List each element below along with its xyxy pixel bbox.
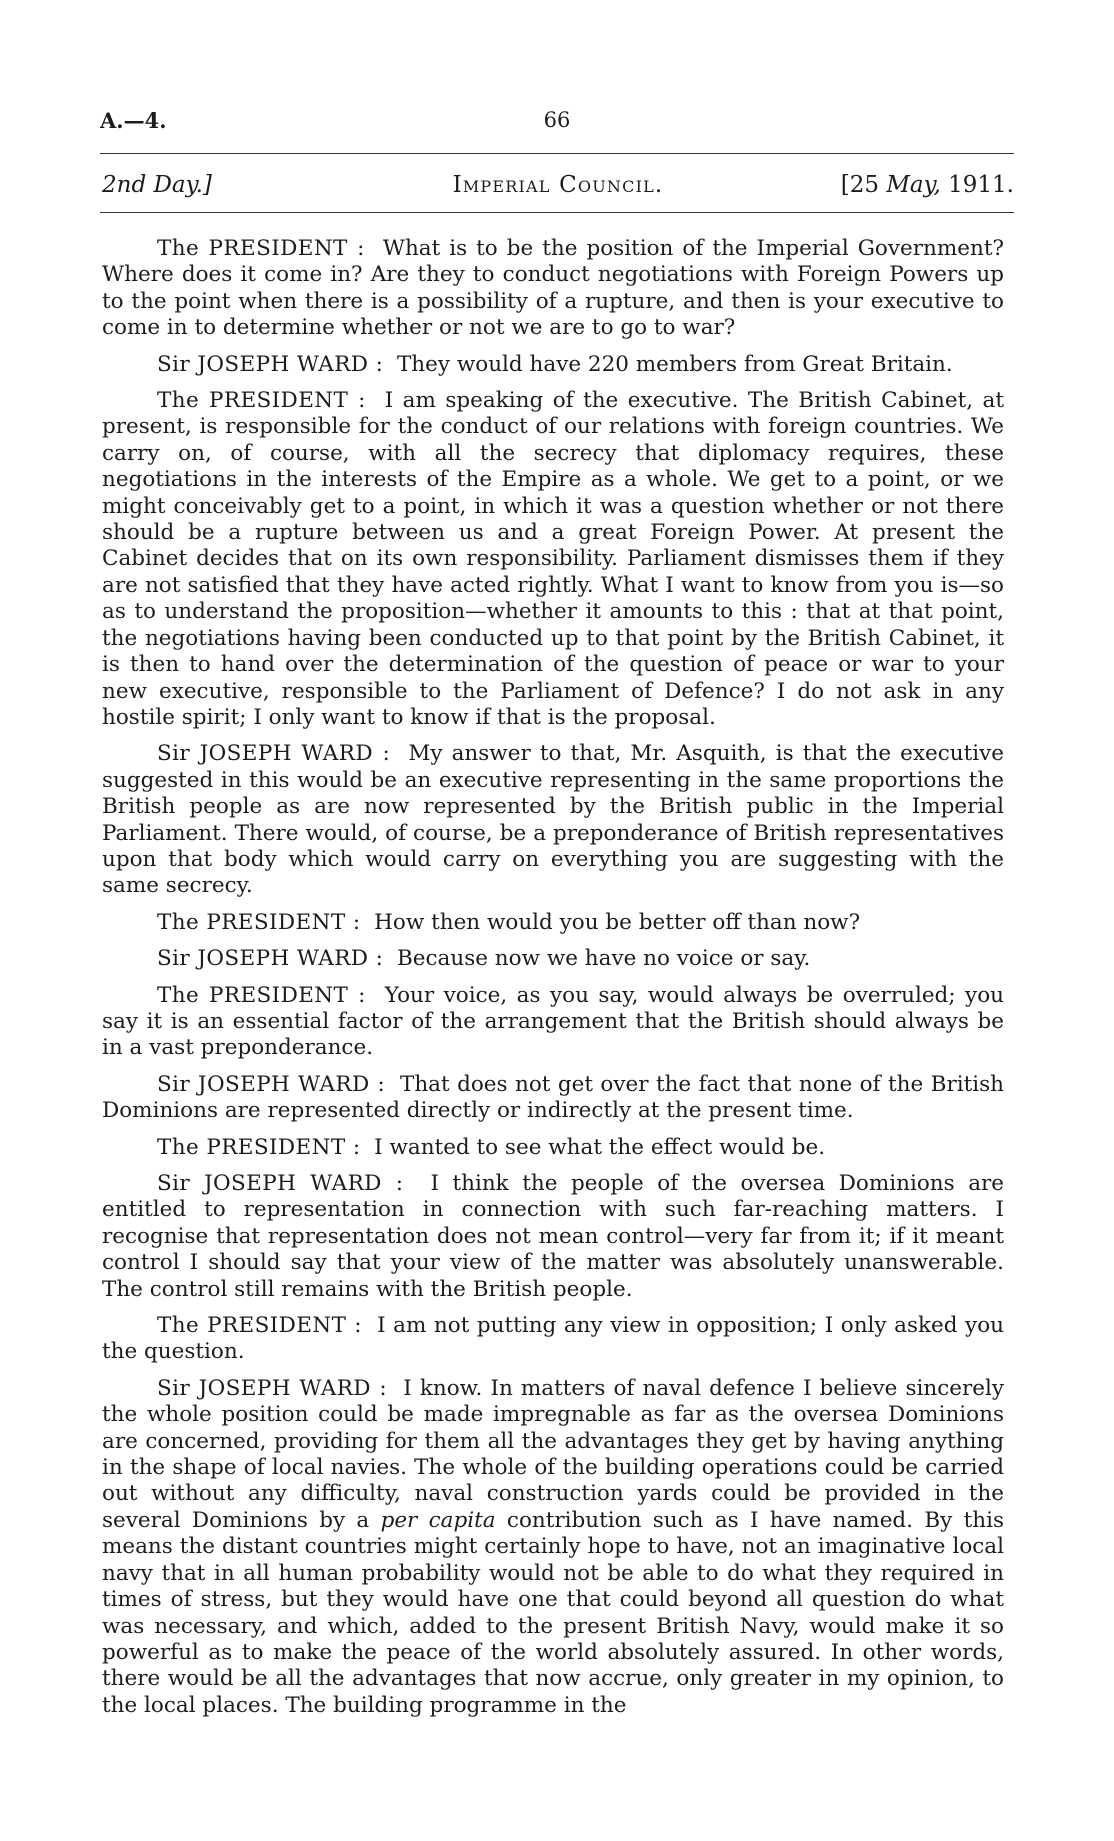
speaker-name: The PRESIDENT : (157, 388, 366, 414)
document-reference: A.—4. (100, 108, 167, 133)
page-number: 66 (543, 108, 571, 132)
date-month: May, (886, 172, 941, 198)
transcript-paragraph (102, 983, 1004, 1062)
speech-text: Your voice, as you say, would always be overruled; you say it is an essential factor of the arrangement that the British should always be in a vast preponderance. (102, 982, 1004, 1061)
running-header-title: Imperial Council. (452, 172, 664, 198)
speech-text: How then would you be better off than now? (374, 909, 861, 935)
page-top-line (100, 108, 1014, 138)
header-top-rule (100, 153, 1014, 154)
speaker-name: The PRESIDENT : (157, 909, 361, 935)
running-header (102, 172, 1014, 206)
transcript-paragraph (102, 1171, 1004, 1303)
transcript-paragraph (102, 1313, 1004, 1366)
speech-text: They would have 220 members from Great Britain. (396, 351, 953, 377)
speech-text: I am speaking of the executive. The British Cabinet, at present, is responsible for the conduct of our relations with foreign countries. We carry on, of course, with all the secrecy that diplomacy requires, these negotiations in the interests of the Empire as a whole. We get to a point, or we might conceivably get to a point, in which it was a question whether or not there should be a rupture between us and a great Foreign Power. At present the Cabinet decides that on its own responsibility. Parliament dismisses them if they are not satisfied that they have acted rightly. What I want to know from you is—so as to understand the proposition—whether it amounts to this : that at that point, the negotiations having been conducted up to that point by the British Cabinet, it is then to hand over the determination of the question of peace or war to your new executive, responsible to the Parliament of Defence? I do not ask in any hostile spirit; I only want to know if that is the proposal. (102, 388, 1004, 730)
speech-text: My answer to that, Mr. Asquith, is that the executive suggested in this would be an executive representing in the same proportions the British people as are now represented by the British public in the Imperial Parliament. There would, of course, be a preponderance of British representatives upon that body which would carry on everything you are suggesting with the same secrecy. (102, 741, 1004, 899)
running-header-date (841, 172, 1014, 198)
date-year: 1911. (948, 172, 1014, 198)
speaker-name: The PRESIDENT : (157, 982, 366, 1008)
transcript-paragraph (102, 741, 1004, 899)
speaker-name: The PRESIDENT : (157, 236, 365, 261)
speaker-name: Sir JOSEPH WARD : (157, 351, 384, 377)
speech-text: Because now we have no voice or say. (396, 946, 811, 972)
transcript-paragraph (102, 1135, 1004, 1161)
speaker-name: Sir JOSEPH WARD : (157, 1171, 404, 1196)
transcript-paragraph (102, 388, 1004, 731)
header-bottom-rule (100, 212, 1014, 213)
speech-text: I am not putting any view in opposition; I only asked you the question. (102, 1313, 1004, 1365)
transcript-paragraph (102, 910, 1004, 936)
transcript-paragraph (102, 1072, 1004, 1125)
transcript-paragraph (102, 352, 1004, 378)
speaker-name: Sir JOSEPH WARD : (157, 1375, 388, 1401)
speech-text: What is to be the position of the Imperial Government? Where does it come in? Are they to conduct negotiations with Foreign Powers up to the point when there is a possibility of a rupture, and then is your executive to come in to determine whether or not we are to go to war? (102, 236, 1004, 341)
transcript-paragraph (102, 946, 1004, 972)
speaker-name: Sir JOSEPH WARD : (157, 1071, 386, 1097)
speech-text: I wanted to see what the effect would be. (374, 1134, 826, 1160)
speaker-name: The PRESIDENT : (157, 1134, 361, 1160)
latin-phrase: per capita (380, 1507, 496, 1533)
transcript-body (102, 236, 1004, 1729)
date-day: [25 (840, 172, 879, 198)
speech-text: I know. In matters of naval defence I believe sincerely the whole position could be made impregnable as far as the oversea Dominions are concerned, providing for them all the advantages they get by having anything in the shape of local navies. The whole of the building operations could be carried out without any difficulty, naval construction yards could be provided in the several Dominions by a per capita contribution such as I have named. By this means the distant countries might certainly hope to have, not an imaginative local navy that in all human probability would not be able to do what they required in times of stress, but they would have one that could beyond all question do what was necessary, and which, added to the present British Navy, would make it so powerful as to make the peace of the world absolutely assured. In other words, there would be all the advantages that now accrue, only greater in my opinion, to the local places. The building programme in the (102, 1375, 1004, 1718)
speech-text: I think the people of the oversea Dominions are entitled to representation in connection with such far-reaching matters. I recognise that representation does not mean control—very far from it; if it meant control I should say that your view of the matter was absolutely unanswerable. The control still remains with the British people. (102, 1171, 1005, 1302)
transcript-paragraph (102, 236, 1004, 342)
transcript-paragraph (102, 1376, 1004, 1719)
speaker-name: Sir JOSEPH WARD : (157, 946, 384, 972)
speaker-name: The PRESIDENT : (157, 1313, 362, 1339)
speaker-name: Sir JOSEPH WARD : (157, 741, 391, 767)
running-header-day: 2nd Day.] (102, 172, 212, 198)
speech-text: That does not get over the fact that none of the British Dominions are represented directly or indirectly at the present time. (102, 1071, 1005, 1124)
